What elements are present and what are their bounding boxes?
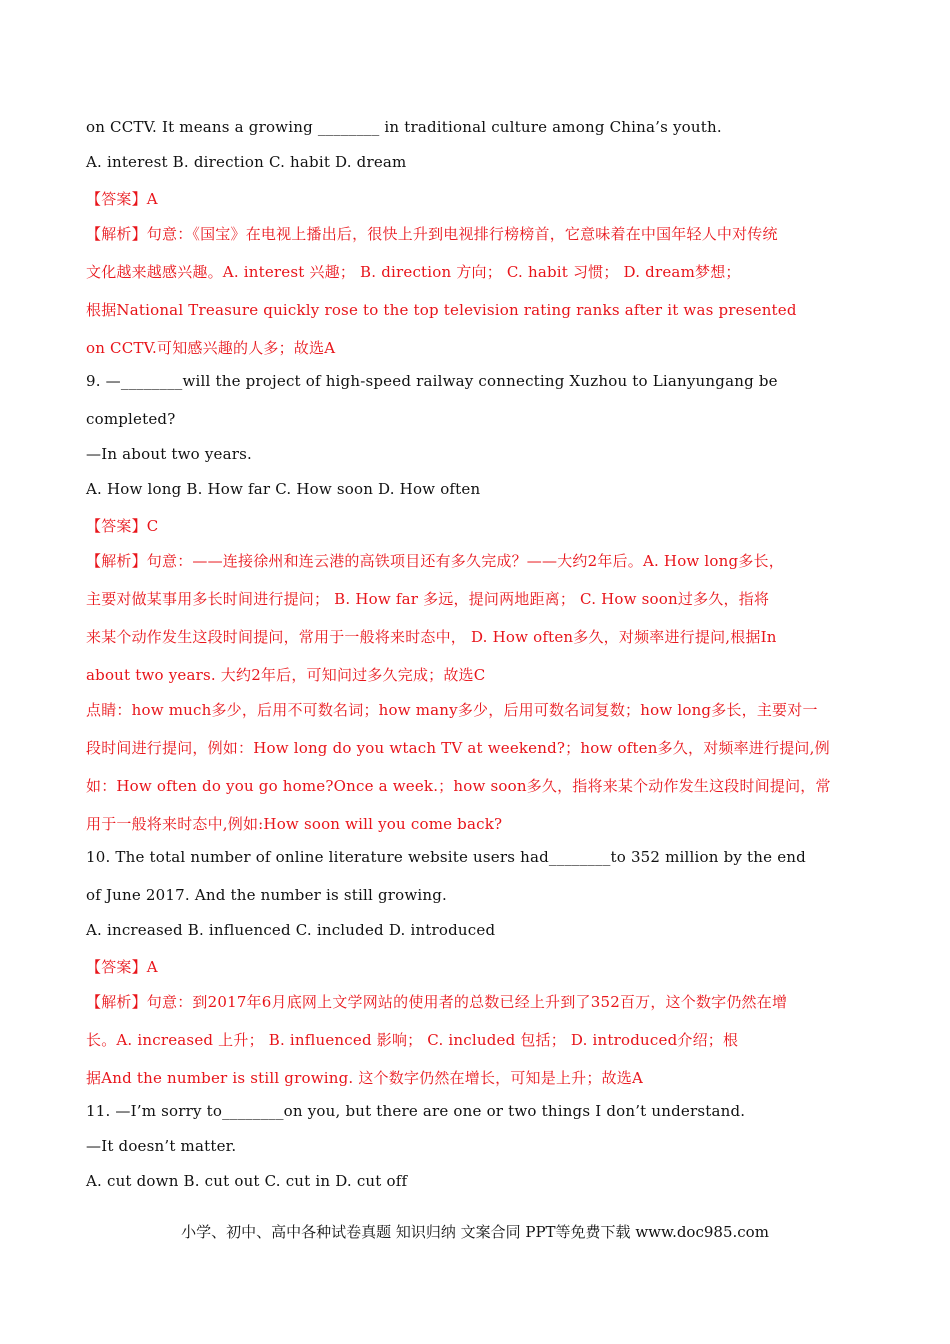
analysis-9-line-2: 主要对做某事用多长时间进行提问； B. How far 多远，提问两地距离； C. How soon过多久，指将 (86, 590, 770, 608)
question-9-stem-cont: completed? (86, 410, 176, 428)
question-9-reply: —In about two years. (86, 445, 252, 463)
question-9-options: A. How long B. How far C. How soon D. How often (86, 480, 481, 498)
question-11-options: A. cut down B. cut out C. cut in D. cut off (86, 1172, 408, 1190)
tip-9-line-4: 用于一般将来时态中,例如:How soon will you come back? (86, 815, 503, 833)
question-8-stem-end: on CCTV. It means a growing ________ in traditional culture among China’s youth. (86, 118, 722, 136)
tip-9-line-3: 如：How often do you go home?Once a week.；how soon多久，指将来某个动作发生这段时间提问，常 (86, 777, 831, 795)
analysis-8-line-2: 文化越来越感兴趣。A. interest 兴趣； B. direction 方向； C. habit 习惯； D. dream梦想； (86, 263, 741, 281)
analysis-9-line-3: 来某个动作发生这段时间提问，常用于一般将来时态中， D. How often多久，对频率进行提问,根据In (86, 628, 777, 646)
analysis-8-line-3: 根据National Treasure quickly rose to the top television rating ranks after it was presented (86, 301, 797, 319)
answer-8: 【答案】A (86, 190, 158, 208)
question-11-stem: 11. —I’m sorry to________on you, but there are one or two things I don’t understand. (86, 1102, 746, 1120)
analysis-8-line-4: on CCTV.可知感兴趣的人多；故选A (86, 339, 336, 357)
analysis-9-line-4: about two years. 大约2年后，可知问过多久完成；故选C (86, 666, 486, 684)
question-8-options: A. interest B. direction C. habit D. dream (86, 153, 407, 171)
answer-9: 【答案】C (86, 517, 159, 535)
tip-9-line-2: 段时间进行提问，例如：How long do you wtach TV at weekend?；how often多久，对频率进行提问,例 (86, 739, 830, 757)
question-11-reply: —It doesn’t matter. (86, 1137, 237, 1155)
analysis-9-line-1: 【解析】句意：——连接徐州和连云港的高铁项目还有多久完成？——大约2年后。A. How long多长， (86, 552, 784, 570)
tip-9-line-1: 点睛：how much多少，后用不可数名词；how many多少，后用可数名词复数；how long多长，主要对一 (86, 701, 818, 719)
analysis-10-line-1: 【解析】句意：到2017年6月底网上文学网站的使用者的总数已经上升到了352百万，这个数字仍然在增 (86, 993, 788, 1011)
question-10-options: A. increased B. influenced C. included D. introduced (86, 921, 496, 939)
analysis-10-line-2: 长。A. increased 上升； B. influenced 影响； C. included 包括； D. introduced介绍；根 (86, 1031, 739, 1049)
question-10-stem: 10. The total number of online literature website users had________to 352 million by the end (86, 848, 806, 866)
question-10-stem-cont: of June 2017. And the number is still growing. (86, 886, 448, 904)
analysis-10-line-3: 据And the number is still growing. 这个数字仍然在增长，可知是上升；故选A (86, 1069, 643, 1087)
question-9-stem: 9. —________will the project of high-speed railway connecting Xuzhou to Lianyungang be (86, 372, 778, 390)
answer-10: 【答案】A (86, 958, 158, 976)
analysis-8-line-1: 【解析】句意：《国宝》在电视上播出后，很快上升到电视排行榜榜首，它意味着在中国年轻人中对传统 (86, 225, 778, 243)
page-footer: 小学、初中、高中各种试卷真题 知识归纳 文案合同 PPT等免费下载 www.doc985.com (181, 1223, 769, 1241)
